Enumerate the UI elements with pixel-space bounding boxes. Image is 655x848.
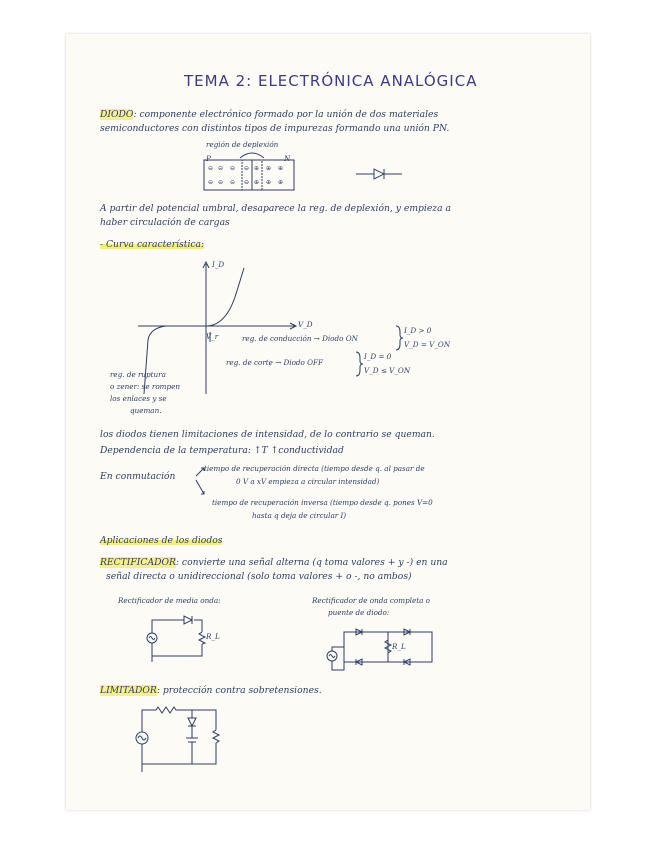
conduction-region-label: reg. de conducción → Diodo ON bbox=[242, 334, 358, 343]
conmutacion-label: En conmutación bbox=[100, 471, 176, 482]
off-brace-icon bbox=[354, 350, 364, 378]
off-condition-1: I_D = 0 bbox=[364, 352, 392, 361]
svg-text:⊕: ⊕ bbox=[278, 179, 284, 186]
limiter-series-resistor-icon bbox=[142, 707, 216, 732]
on-condition-1: I_D > 0 bbox=[404, 326, 432, 335]
page-title: TEMA 2: ELECTRÓNICA ANALÓGICA bbox=[184, 72, 478, 90]
ruptura-line2: o zener: se rompen bbox=[110, 382, 180, 391]
t-rec-inversa-line2: hasta q deja de circular I) bbox=[252, 511, 347, 520]
svg-text:⊕: ⊕ bbox=[254, 179, 260, 186]
diodo-definition-line2: semiconductores con distintos tipos de impurezas formando una unión PN. bbox=[100, 123, 450, 134]
ruptura-line4: queman. bbox=[130, 406, 162, 415]
svg-text:⊖: ⊖ bbox=[244, 179, 250, 186]
svg-text:⊕: ⊕ bbox=[266, 179, 272, 186]
limiter-battery-icon bbox=[186, 726, 198, 764]
cut-region-label: reg. de corte → Diodo OFF bbox=[226, 358, 323, 367]
svg-text:⊖: ⊖ bbox=[218, 179, 224, 186]
ruptura-line3: los enlaces y se bbox=[110, 394, 167, 403]
diodo-line1-text: : componente electrónico formado por la unión de dos materiales bbox=[133, 109, 439, 120]
svg-text:⊖: ⊖ bbox=[218, 165, 224, 172]
pn-junction-diagram bbox=[202, 154, 302, 194]
depletion-region-label: región de deplexión bbox=[206, 140, 279, 149]
onda-completa-label-2: puente de diodo: bbox=[328, 608, 390, 617]
limitaciones-line2: Dependencia de la temperatura: ↑T ↑conductividad bbox=[100, 445, 344, 456]
diode-icon bbox=[184, 616, 192, 624]
depletion-brace bbox=[240, 153, 264, 158]
svg-text:⊖: ⊖ bbox=[208, 165, 214, 172]
on-brace-icon bbox=[394, 324, 404, 352]
diodo-definition-line1 bbox=[100, 108, 438, 121]
t-rec-inversa-line1: tiempo de recuperación inversa (tiempo desde q. pones V=0 bbox=[212, 498, 433, 507]
rectificador-line1-text: : convierte una señal alterna (q toma valores + y -) en una bbox=[175, 557, 448, 568]
aplicaciones-heading-text: Aplicaciones de los diodos bbox=[100, 535, 223, 546]
notebook-page bbox=[66, 34, 590, 810]
limiter-diode-icon bbox=[188, 718, 196, 726]
svg-text:⊖: ⊖ bbox=[230, 179, 236, 186]
aplicaciones-heading bbox=[100, 534, 222, 547]
ruptura-line1: reg. de ruptura bbox=[110, 370, 166, 379]
svg-text:⊕: ⊕ bbox=[278, 165, 284, 172]
rectificador-line2: señal directa o unidireccional (solo toma valores + o -, no ambos) bbox=[106, 571, 412, 582]
vd-axis-label: V_D bbox=[298, 320, 313, 329]
limiter-load-resistor-icon bbox=[142, 730, 219, 764]
rectificador-line1 bbox=[100, 556, 448, 569]
vr-label: V_r bbox=[206, 332, 219, 341]
onda-completa-label-1: Rectificador de onda completa o bbox=[312, 596, 431, 605]
media-onda-label: Rectificador de media onda: bbox=[118, 596, 221, 605]
curva-heading-text: - Curva característica: bbox=[100, 239, 205, 250]
diodo-term: DIODO bbox=[100, 109, 134, 120]
umbral-line2: haber circulación de cargas bbox=[100, 217, 230, 228]
limitador-line bbox=[100, 684, 322, 697]
half-wave-rectifier-circuit bbox=[144, 612, 214, 662]
umbral-line1: A partir del potencial umbral, desaparece la reg. de deplexión, y empieza a bbox=[100, 203, 452, 214]
limitador-text: : protección contra sobretensiones. bbox=[156, 685, 322, 696]
rl-label-bridge: R_L bbox=[392, 642, 406, 651]
p-label: P bbox=[206, 154, 211, 163]
resistor-icon bbox=[199, 632, 205, 644]
limiter-circuit bbox=[132, 704, 232, 774]
svg-text:⊕: ⊕ bbox=[254, 165, 260, 172]
svg-text:⊖: ⊖ bbox=[230, 165, 236, 172]
t-rec-directa-line1: tiempo de recuperación directa (tiempo desde q. al pasar de bbox=[204, 464, 425, 473]
off-condition-2: V_D ≤ V_ON bbox=[364, 366, 411, 375]
rectificador-term: RECTIFICADOR bbox=[100, 557, 176, 568]
curva-heading bbox=[100, 238, 204, 251]
charge-symbols bbox=[208, 165, 283, 186]
t-rec-directa-line2: 0 V a xV empieza a circular intensidad) bbox=[236, 477, 380, 486]
limitador-term: LIMITADOR bbox=[100, 685, 157, 696]
svg-text:⊕: ⊕ bbox=[266, 165, 272, 172]
id-axis-label: I_D bbox=[212, 260, 225, 269]
svg-text:⊖: ⊖ bbox=[208, 179, 214, 186]
n-label: N bbox=[284, 154, 291, 163]
rl-label-half: R_L bbox=[206, 632, 220, 641]
svg-text:⊖: ⊖ bbox=[244, 165, 250, 172]
bridge-rectifier-circuit bbox=[324, 626, 444, 676]
conmutacion-arrows-icon bbox=[194, 464, 208, 504]
diode-symbol-icon bbox=[356, 166, 406, 182]
on-condition-2: V_D = V_ON bbox=[404, 340, 451, 349]
limitaciones-line1: los diodos tienen limitaciones de intensidad, de lo contrario se queman. bbox=[100, 429, 435, 440]
